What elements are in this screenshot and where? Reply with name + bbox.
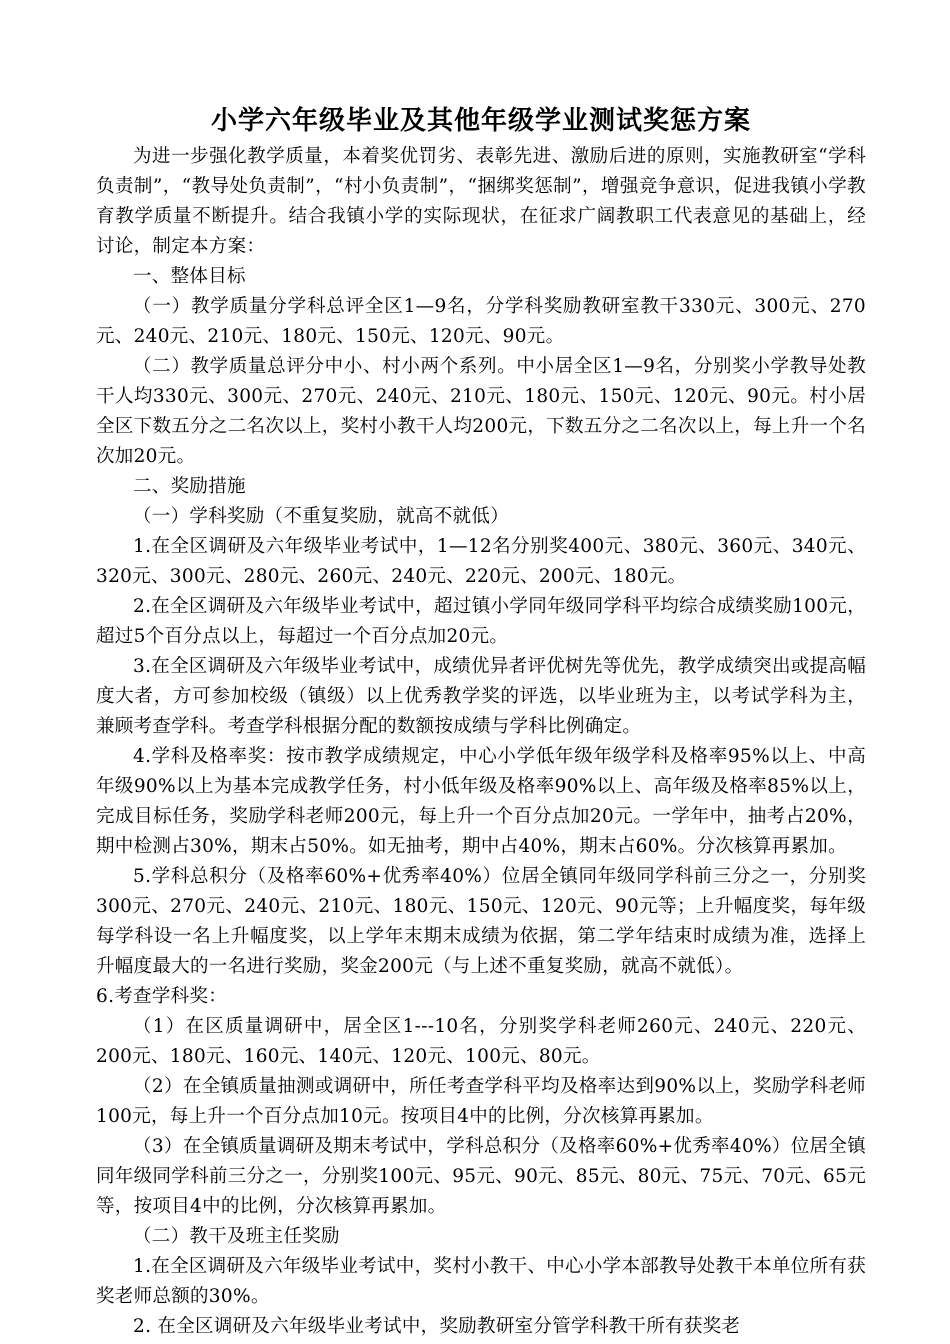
paragraph: （二）教干及班主任奖励 (133, 1226, 340, 1247)
paragraph: 一、整体目标 (133, 266, 246, 287)
paragraph: 2.在全区调研及六年级毕业考试中，超过镇小学同年级同学科平均综合成绩奖励100元，超过5个百分点以上，每超过一个百分点加20元。 (96, 596, 866, 647)
paragraph: （2）在全镇质量抽测或调研中，所任考查学科平均及格率达到90%以上，奖励学科老师100元，每上升一个百分点加10元。按项目4中的比例，分次核算再累加。 (96, 1076, 866, 1127)
document-page (96, 104, 866, 1342)
paragraph: （二）教学质量总评分中小、村小两个系列。中小居全区1—9名，分别奖小学教导处教干人均330元、300元、270元、240元、210元、180元、150元、120元、90元。村小居全区下数五分之二名次以上，奖村小教干人均200元，下数五分之二名次以上，每上升一个名次加20元。 (96, 356, 866, 467)
paragraph: 3.在全区调研及六年级毕业考试中，成绩优异者评优树先等优先，教学成绩突出或提高幅度大者，方可参加校级（镇级）以上优秀教学奖的评选，以毕业班为主，以考试学科为主，兼顾考查学科。考查学科根据分配的数额按成绩与学科比例确定。 (96, 656, 866, 737)
paragraph: 2. 在全区调研及六年级毕业考试中，奖励教研室分管学科教干所有获奖老 (133, 1316, 741, 1337)
paragraph: 1.在全区调研及六年级毕业考试中，1—12名分别奖400元、380元、360元、340元、320元、300元、280元、260元、240元、220元、200元、180元。 (96, 536, 866, 587)
document-body (96, 142, 866, 1342)
paragraph: 为进一步强化教学质量，本着奖优罚劣、表彰先进、激励后进的原则，实施教研室“学科负责制”，“教导处负责制”，“村小负责制”，“捆绑奖惩制”，增强竞争意识，促进我镇小学教育教学质量不断提升。结合我镇小学的实际现状，在征求广阔教职工代表意见的基础上，经讨论，制定本方案： (96, 146, 866, 257)
paragraph: （一）教学质量分学科总评全区1—9名，分学科奖励教研室教干330元、300元、270元、240元、210元、180元、150元、120元、90元。 (96, 296, 866, 347)
paragraph: （1）在区质量调研中，居全区1---10名，分别奖学科老师260元、240元、220元、200元、180元、160元、140元、120元、100元、80元。 (96, 1016, 866, 1067)
paragraph: （一）学科奖励（不重复奖励，就高不就低） (133, 506, 510, 527)
document-title: 小学六年级毕业及其他年级学业测试奖惩方案 (210, 106, 751, 136)
paragraph: 5.学科总积分（及格率60%+优秀率40%）位居全镇同年级同学科前三分之一，分别奖300元、270元、240元、210元、180元、150元、120元、90元等；上升幅度奖，每年级每学科设一名上升幅度奖，以上学年末期末成绩为依据，第二学年结束时成绩为准，选择上升幅度最大的一名进行奖励，奖金200元（与上述不重复奖励，就高不就低）。 (96, 866, 866, 977)
paragraph: 6.考查学科奖： (96, 986, 228, 1007)
paragraph: 4.学科及格率奖：按市教学成绩规定，中心小学低年级年级学科及格率95%以上、中高年级90%以上为基本完成教学任务，村小低年级及格率90%以上、高年级及格率85%以上，完成目标任务，奖励学科老师200元，每上升一个百分点加20元。一学年中，抽考占20%，期中检测占30%，期末占50%。如无抽考，期中占40%，期末占60%。分次核算再累加。 (96, 746, 866, 857)
paragraph: 1.在全区调研及六年级毕业考试中，奖村小教干、中心小学本部教导处教干本单位所有获奖老师总额的30%。 (96, 1256, 866, 1307)
paragraph: （3）在全镇质量调研及期末考试中，学科总积分（及格率60%+优秀率40%）位居全镇同年级同学科前三分之一，分别奖100元、95元、90元、85元、80元、75元、70元、65元等，按项目4中的比例，分次核算再累加。 (96, 1136, 866, 1217)
paragraph: 二、奖励措施 (133, 476, 246, 497)
